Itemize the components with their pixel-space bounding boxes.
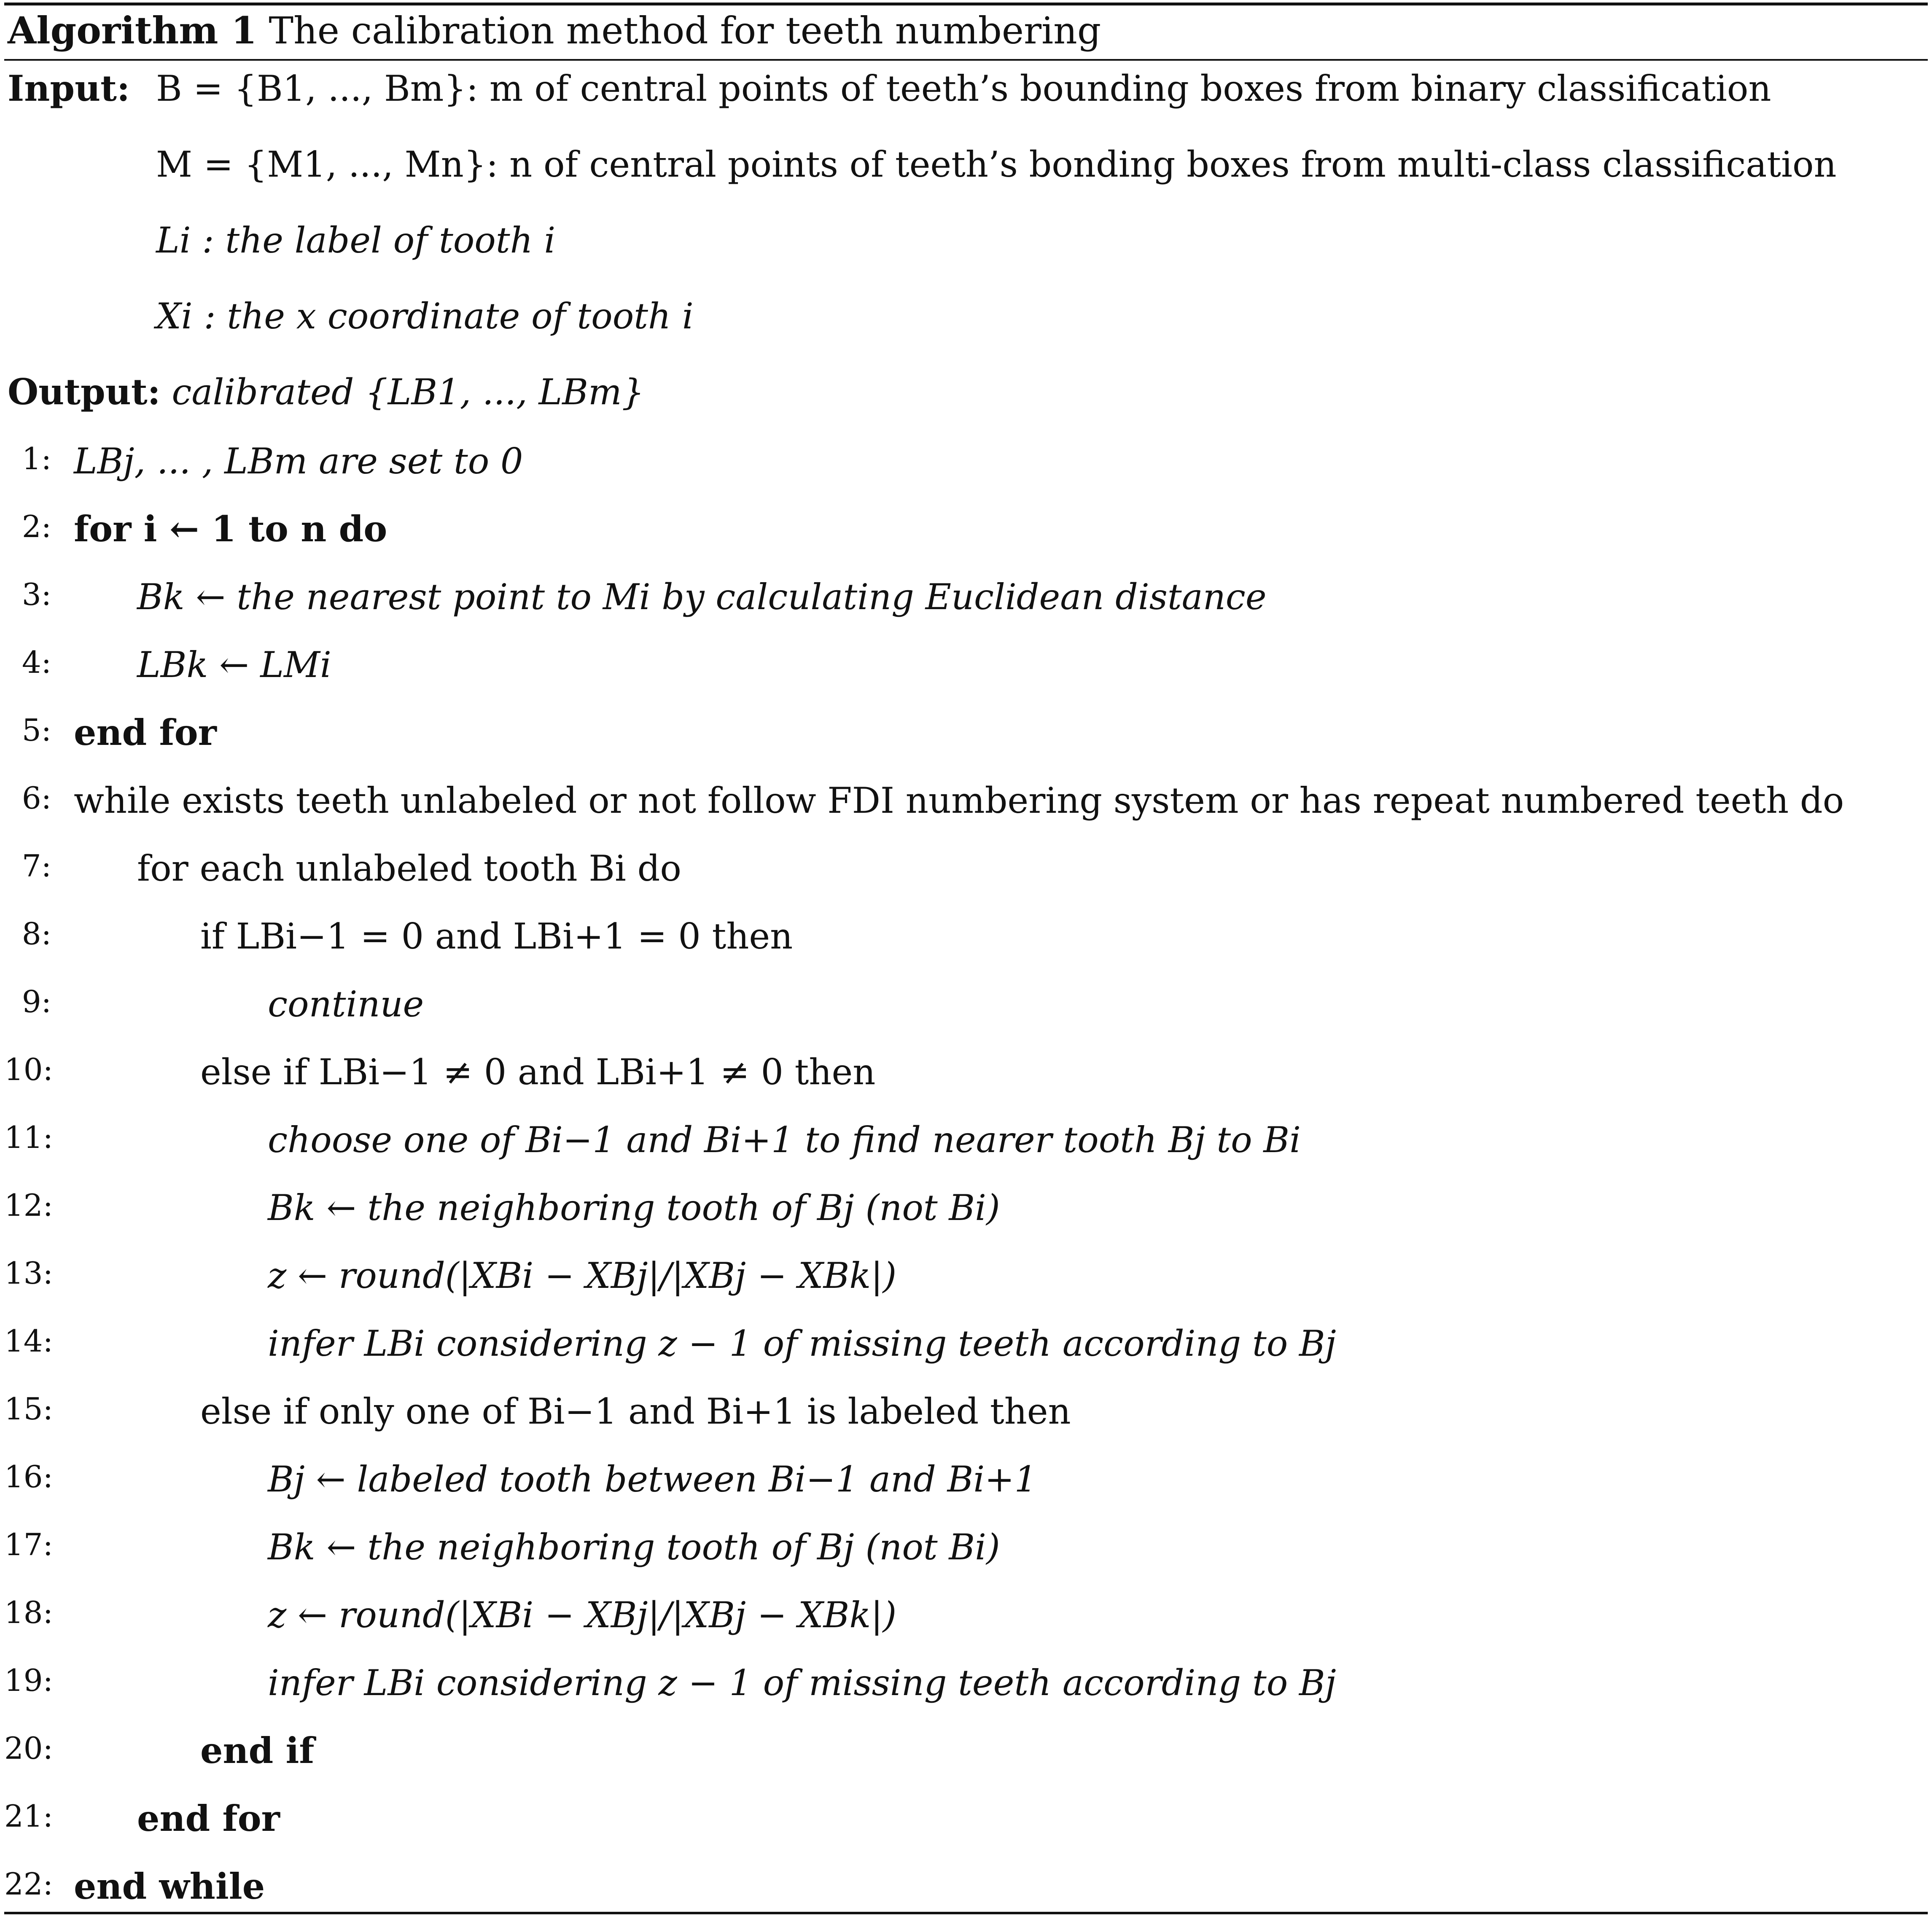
step-text: for i ← 1 to n do	[74, 508, 387, 550]
line-number: 8:	[22, 916, 51, 951]
line-number: 12:	[4, 1188, 53, 1223]
input-x-def: Xi : the x coordinate of tooth i	[156, 296, 694, 337]
step-text: while exists teeth unlabeled or not follow FDI numbering system or has repeat numbered teeth do	[74, 780, 1844, 821]
input-set-m: M = {M1, ..., Mn}: n of central points of teeth’s bonding boxes from multi-class classification	[156, 144, 1837, 185]
step-text: Bj ← labeled tooth between Bi−1 and Bi+1	[268, 1459, 1037, 1500]
step-text: infer LBi considering z − 1 of missing teeth according to Bj	[268, 1323, 1336, 1364]
step-text: end for	[137, 1798, 280, 1839]
top-rule	[4, 3, 1928, 5]
step-text: Bk ← the neighboring tooth of Bj (not Bi)	[268, 1187, 1000, 1228]
step-text: continue	[268, 984, 424, 1025]
step-text: infer LBi considering z − 1 of missing teeth according to Bj	[268, 1662, 1336, 1704]
step-text: else if LBi−1 ≠ 0 and LBi+1 ≠ 0 then	[200, 1051, 876, 1093]
step-text: Bk ← the neighboring tooth of Bj (not Bi)	[268, 1526, 1000, 1568]
line-number: 6:	[22, 780, 51, 816]
line-number: 3:	[22, 577, 51, 612]
step-text: end for	[74, 712, 217, 753]
algorithm-label: Algorithm 1	[8, 8, 257, 52]
line-number: 5:	[22, 712, 51, 748]
step-text: z ← round(|XBi − XBj|/|XBj − XBk|)	[268, 1594, 897, 1636]
line-number: 1:	[22, 441, 51, 476]
line-number: 18:	[4, 1595, 53, 1630]
line-number: 16:	[4, 1459, 53, 1494]
line-number: 7:	[22, 848, 51, 884]
input-line-1	[8, 67, 130, 109]
step-text: LBk ← LMi	[137, 644, 331, 685]
line-number: 22:	[4, 1866, 53, 1902]
line-number: 15:	[4, 1391, 53, 1427]
line-number: 9:	[22, 984, 51, 1019]
line-number: 14:	[4, 1323, 53, 1359]
output-keyword: Output:	[8, 371, 161, 413]
algorithm-title: The calibration method for teeth numbering	[269, 9, 1101, 52]
bottom-rule	[4, 1912, 1928, 1914]
line-number: 10:	[4, 1052, 53, 1087]
input-keyword: Input:	[8, 67, 130, 109]
step-text: choose one of Bi−1 and Bi+1 to find nearer tooth Bj to Bi	[268, 1119, 1301, 1161]
header-rule	[4, 59, 1928, 61]
step-text: else if only one of Bi−1 and Bi+1 is labeled then	[200, 1391, 1071, 1432]
step-text: z ← round(|XBi − XBj|/|XBj − XBk|)	[268, 1255, 897, 1296]
step-text: for each unlabeled tooth Bi do	[137, 848, 681, 889]
line-number: 20:	[4, 1731, 53, 1766]
step-text: Bk ← the nearest point to Mi by calculating Euclidean distance	[137, 576, 1267, 618]
step-text: end if	[200, 1730, 315, 1771]
input-label-def: Li : the label of tooth i	[156, 220, 556, 261]
line-number: 19:	[4, 1663, 53, 1698]
line-number: 21:	[4, 1798, 53, 1834]
line-number: 2:	[22, 509, 51, 544]
line-number: 4:	[22, 645, 51, 680]
step-text: end while	[74, 1865, 265, 1907]
algorithm-caption	[8, 8, 1101, 52]
output-text: calibrated {LB1, ..., LBm}	[172, 371, 645, 413]
line-number: 13:	[4, 1255, 53, 1291]
line-number: 11:	[4, 1120, 53, 1155]
input-set-b: B = {B1, ..., Bm}: m of central points of teeth’s bounding boxes from binary classification	[156, 68, 1771, 109]
output-line	[8, 371, 645, 413]
step-text: if LBi−1 = 0 and LBi+1 = 0 then	[200, 916, 793, 957]
line-number: 17:	[4, 1527, 53, 1562]
step-text: LBj, ... , LBm are set to 0	[74, 441, 523, 482]
